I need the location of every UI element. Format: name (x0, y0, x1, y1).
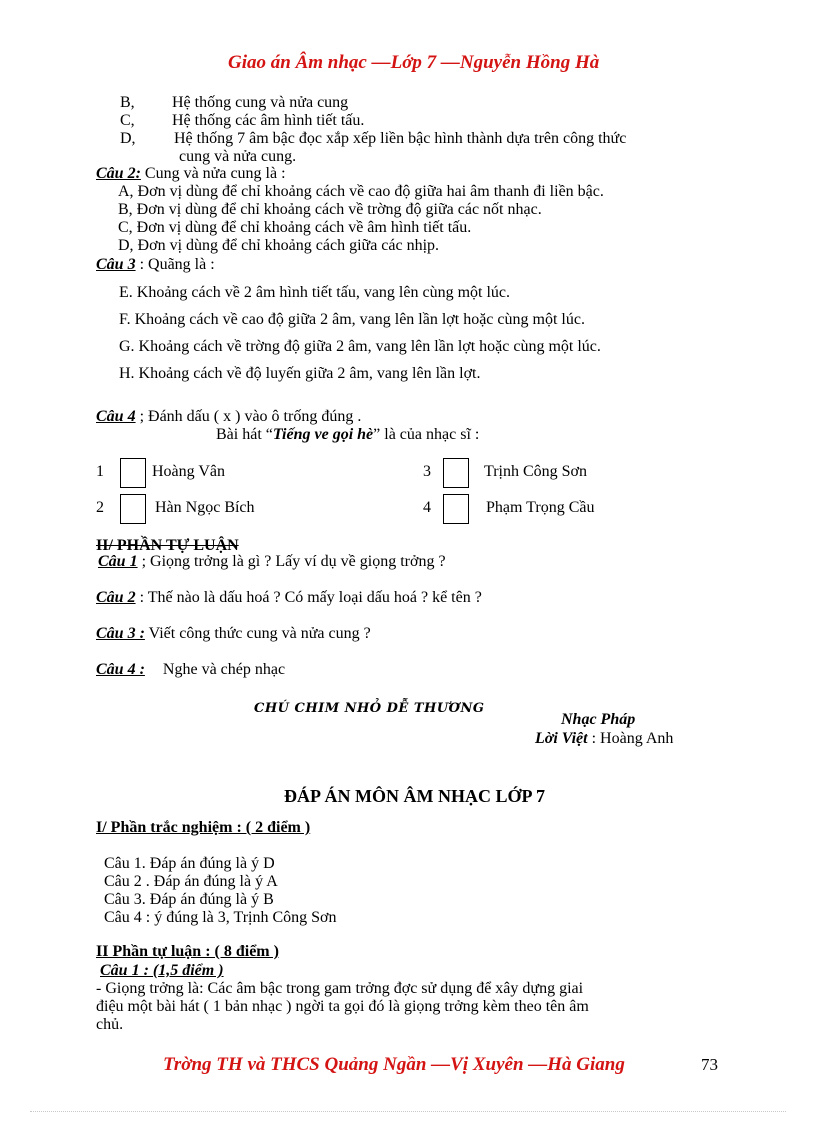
q4-choice-4-name: Phạm Trọng Cầu (486, 499, 595, 516)
q3-line (96, 256, 215, 274)
q2-label: Câu 2: (96, 165, 141, 182)
answer-part2-heading: II Phần tự luận : ( 8 điểm ) (96, 943, 279, 960)
part2-item-3 (96, 625, 371, 643)
song-composer: Nhạc Pháp (561, 711, 636, 728)
answer-part2-text-2: điệu một bài hát ( 1 bản nhạc ) ngời ta gọi đó là giọng trởng kèm theo tên âm (96, 998, 589, 1015)
answer-part1-item-2: Câu 2 . Đáp án đúng là ý A (104, 873, 278, 890)
q3-question: : Quãng là : (139, 256, 215, 273)
part2-heading: II/ PHẦN TỰ LUẬN (96, 537, 239, 554)
part2-item-2-label: Câu 2 (96, 589, 136, 606)
q1-option-c-key: C, (120, 112, 135, 129)
q1-option-c-text: Hệ thống các âm hình tiết tấu. (172, 112, 365, 129)
q1-option-d-continuation: cung và nửa cung. (179, 148, 297, 165)
q4-choice-1-name: Hoàng Vân (152, 463, 226, 480)
answer-part1-item-1: Câu 1. Đáp án đúng là ý D (104, 855, 275, 872)
song-lyricist-line (535, 730, 673, 748)
q4-song-prefix: Bài hát “ (216, 426, 273, 443)
part2-item-3-label: Câu 3 : (96, 625, 145, 642)
q3-label: Câu 3 (96, 256, 136, 273)
part2-item-4-text: Nghe và chép nhạc (162, 661, 286, 678)
q4-line (96, 408, 361, 426)
q4-choice-1-number: 1 (96, 463, 104, 480)
q4-choice-3-name: Trịnh Công Sơn (484, 463, 588, 480)
q2-line (96, 165, 286, 183)
footer-school: Trờng TH và THCS Quảng Ngần —Vị Xuyên —Hà Giang (163, 1054, 625, 1075)
q1-option-b-key: B, (120, 94, 135, 111)
q4-song-title: Tiếng ve gọi hè (272, 426, 374, 443)
part2-item-2 (96, 589, 482, 607)
q3-option-g: G. Khoảng cách về trờng độ giữa 2 âm, vang lên lần lợt hoặc cùng một lúc. (119, 338, 601, 355)
answer-part1-item-3: Câu 3. Đáp án đúng là ý B (104, 891, 274, 908)
q3-option-f: F. Khoảng cách về cao độ giữa 2 âm, vang lên lần lợt hoặc cùng một lúc. (119, 311, 585, 328)
answer-part1-item-4: Câu 4 : ý đúng là 3, Trịnh Công Sơn (104, 909, 337, 926)
part2-item-4 (96, 661, 285, 679)
q4-choice-3-number: 3 (423, 463, 431, 480)
q3-option-e: E. Khoảng cách về 2 âm hình tiết tấu, vang lên cùng một lúc. (119, 284, 510, 301)
q2-question: Cung và nửa cung là : (144, 165, 286, 182)
part2-item-4-label: Câu 4 : (96, 661, 145, 678)
q4-choice-1-checkbox[interactable] (120, 458, 146, 488)
q4-choice-2-name: Hàn Ngọc Bích (155, 499, 255, 516)
q4-question: ; Đánh dấu ( x ) vào ô trống đúng . (139, 408, 362, 425)
q2-option-c: C, Đơn vị dùng để chỉ khoảng cách về âm hình tiết tấu. (118, 219, 472, 236)
q4-choice-4-number: 4 (423, 499, 431, 516)
part2-item-1-label: Câu 1 (98, 553, 138, 570)
q4-song-suffix: ” là của nhạc sĩ : (373, 426, 480, 443)
answer-part2-text-3: chủ. (96, 1016, 124, 1033)
answer-part1-heading: I/ Phần trắc nghiệm : ( 2 điểm ) (96, 819, 311, 836)
q1-option-d-key: D, (120, 130, 136, 147)
q2-option-a: A, Đơn vị dùng để chỉ khoảng cách về cao độ giữa hai âm thanh đi liền bậc. (118, 183, 604, 200)
answer-title: ĐÁP ÁN MÔN ÂM NHẠC LỚP 7 (284, 786, 545, 806)
q4-choice-2-number: 2 (96, 499, 104, 516)
q3-option-h: H. Khoảng cách về độ luyến giữa 2 âm, vang lên lần lợt. (119, 365, 481, 382)
q1-option-d-text: Hệ thống 7 âm bậc đọc xắp xếp liền bậc hình thành dựa trên công thức (174, 130, 627, 147)
q4-song-line (216, 426, 479, 444)
part2-item-1-text: ; Giọng trởng là gì ? Lấy ví dụ về giọng trởng ? (141, 553, 446, 570)
page-header-title: Giao án Âm nhạc —Lớp 7 —Nguyễn Hồng Hà (228, 52, 600, 73)
answer-part2-text-1: - Giọng trởng là: Các âm bậc trong gam trởng đợc sử dụng để xây dựng giai (96, 980, 584, 997)
q4-label: Câu 4 (96, 408, 136, 425)
song-lyric-value: : Hoàng Anh (591, 730, 674, 747)
page-bottom-divider (30, 1111, 786, 1112)
q4-choice-4-checkbox[interactable] (443, 494, 469, 524)
q4-choice-2-checkbox[interactable] (120, 494, 146, 524)
answer-part2-sub: Câu 1 : (1,5 điểm ) (100, 962, 224, 979)
part2-item-3-text: Viết công thức cung và nửa cung ? (148, 625, 371, 642)
q2-option-b: B, Đơn vị dùng để chỉ khoảng cách về trờng độ giữa các nốt nhạc. (118, 201, 542, 218)
q1-option-b-text: Hệ thống cung và nửa cung (172, 94, 349, 111)
q2-option-d: D, Đơn vị dùng để chỉ khoảng cách giữa các nhịp. (118, 237, 440, 254)
q4-choice-3-checkbox[interactable] (443, 458, 469, 488)
part2-item-2-text: : Thế nào là dấu hoá ? Có mấy loại dấu hoá ? kể tên ? (139, 589, 482, 606)
song-title-decorative: CHÚ CHIM NHỎ DỄ THƯƠNG (254, 701, 485, 716)
song-lyric-label: Lời Việt (535, 730, 588, 747)
page-number: 73 (701, 1055, 718, 1074)
part2-item-1 (98, 553, 446, 571)
